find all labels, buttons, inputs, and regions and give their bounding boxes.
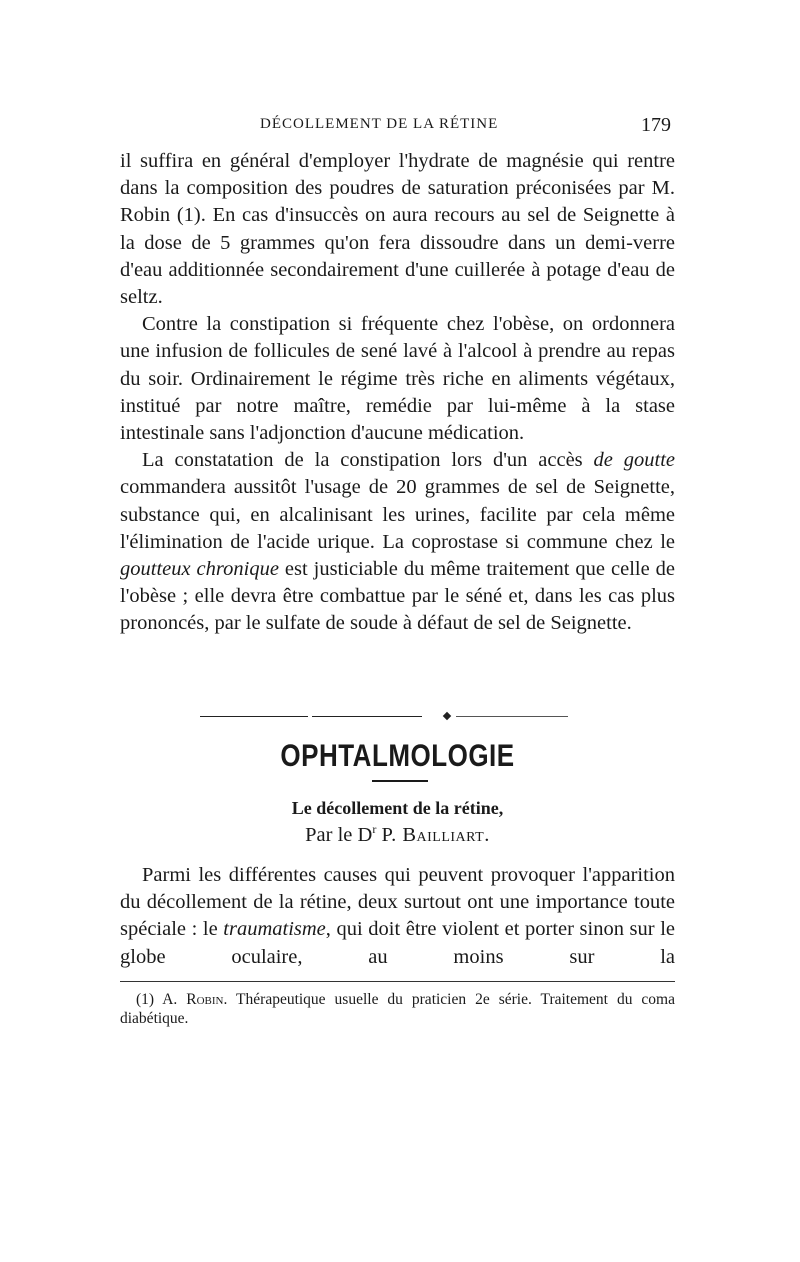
paragraph-retine-text-1: Parmi les différentes causes qui peuvent provoquer l'apparition du décollement de la rétine, deux surtout ont une importance toute spéciale : le [120,864,675,941]
italic-de-goutte: de goutte [593,449,675,472]
footnote [120,990,675,1028]
paragraph-continuation: il suffira en général d'employer l'hydrate de magnésie qui rentre dans la composition des poudres de saturation préconisées par M. Robin (1). En cas d'insuccès on aura recours au sel de Seignette à la dose de 5 grammes qu'on fera dissoudre dans un demi-verre d'eau additionnée secondairement d'une cuillerée à potage d'eau de seltz. [120,150,675,309]
author-name: P. Bailliart. [381,823,490,846]
running-title: DÉCOLLEMENT DE LA RÉTINE [260,116,499,132]
paragraph-goutte [120,447,675,637]
body-text-bottom [120,862,675,971]
article-title: Le décollement de la rétine, [291,798,504,818]
paragraph-goutte-text-3: est justiciable du même traitement que celle de l'obèse ; elle devra être combattue par le séné et, dans les cas plus prononcés, par le sulfate de soude à défaut de sel de Seignette. [120,558,675,635]
section-title-rule [372,780,428,782]
italic-goutteux-chronique: goutteux chronique [120,558,279,581]
author-sup: r [372,822,377,836]
section-divider [200,713,570,721]
author-prefix: Par le D [305,823,373,846]
paragraph-retine [120,862,675,971]
paragraph-retine-text-2: , qui doit être violent et porter sinon sur le globe oculaire, au moins sur la [120,918,675,968]
divider-line-right [456,716,568,717]
article-author [120,822,675,847]
page-number: 179 [641,114,671,136]
section-title: OPHTALMOLOGIE [280,737,515,773]
body-text-top [120,148,675,638]
footnote-rule [120,981,675,982]
paragraph-constipation: Contre la constipation si fréquente chez l'obèse, on ordonnera une infusion de follicules de sené lavé à l'alcool à prendre au repas du soir. Ordinairement le régime très riche en aliments végétaux, institué par notre maître, remédie par lui-même à la stase intestinale sans l'adjonction d'aucune médication. [120,313,675,445]
divider-line-left [200,716,308,717]
footnote-text [120,990,675,1028]
footnote-author: Robin [186,991,224,1008]
divider-ornament-icon [443,712,451,720]
running-head [120,116,675,140]
divider-line-middle [312,716,422,717]
footnote-body: . Thérapeutique usuelle du praticien 2e série. Traitement du coma diabétique. [120,991,675,1027]
footnote-marker: (1) A. [136,991,187,1008]
paragraph-goutte-text-1: La constatation de la constipation lors d'un accès [142,449,594,472]
paragraph-goutte-text-2: commandera aussitôt l'usage de 20 grammes de sel de Seignette, substance qui, en alcalinisant les urines, facilite par cela même l'élimination de l'acide urique. La coprostase si commune chez le [120,476,675,553]
italic-traumatisme: traumatisme [223,918,326,941]
